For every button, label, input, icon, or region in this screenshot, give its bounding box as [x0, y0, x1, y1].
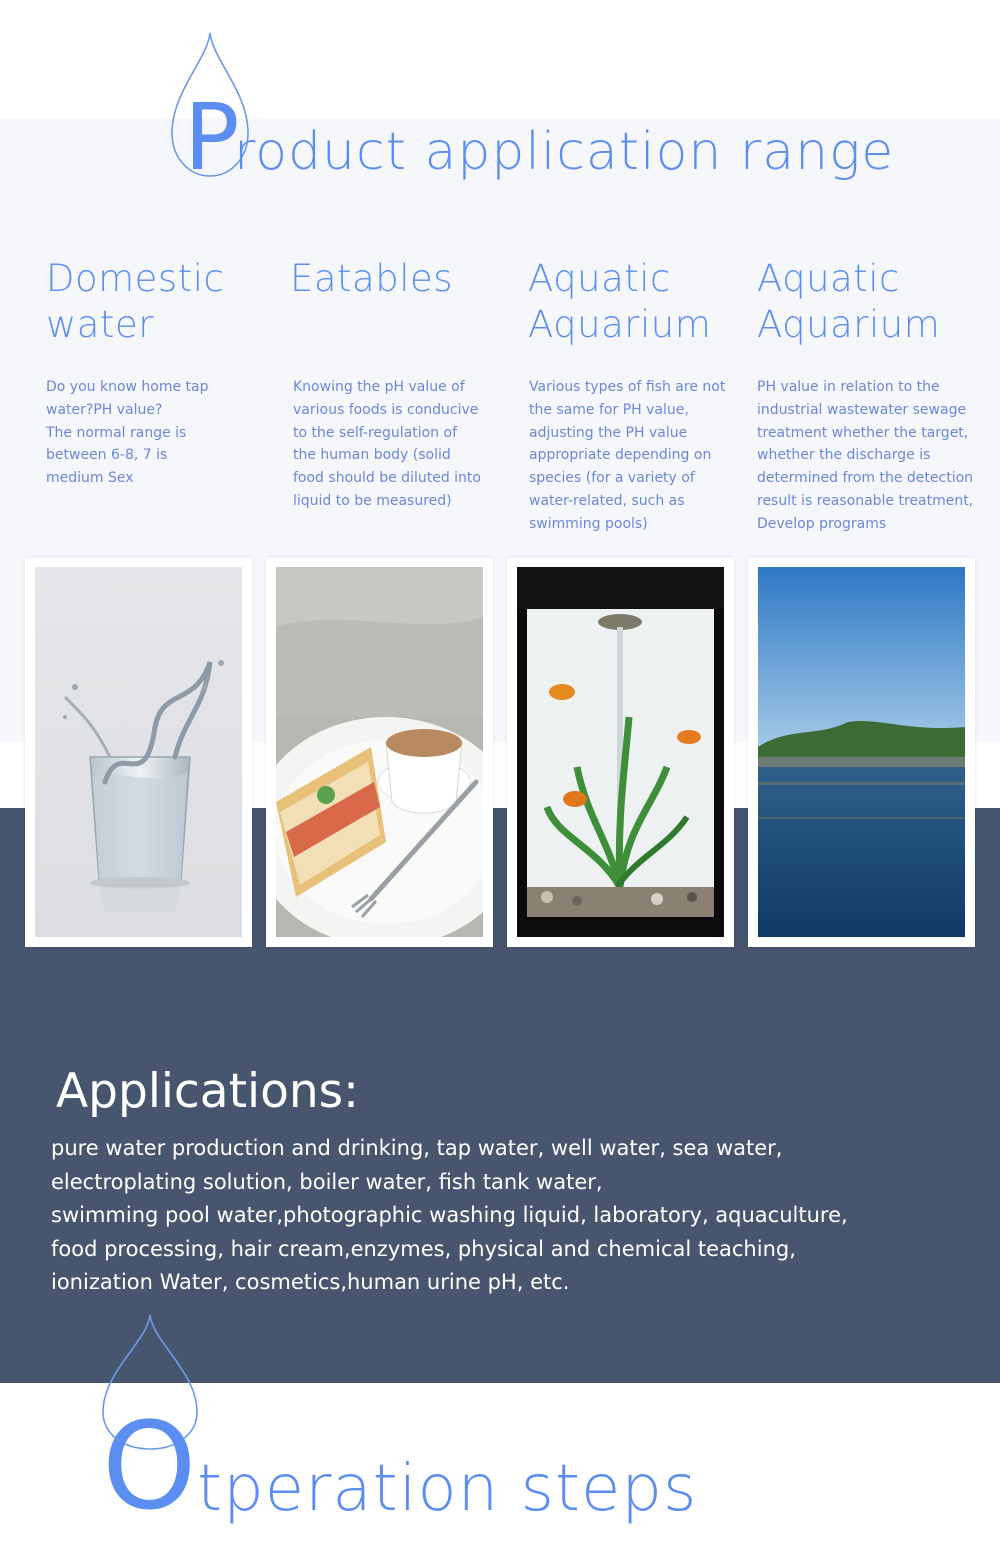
column-title-industrial: Aquatic Aquarium: [757, 257, 941, 346]
column-description-eatables: Knowing the pH value of various foods is conducive to the self-regulation of the human body (solid food should be diluted into liquid to be measured): [293, 379, 481, 509]
column-description-aquarium: Various types of fish are not the same for PH value, adjusting the PH value appropriate depending on species (for a variety of water-related, such as swimming pools): [529, 379, 726, 532]
applications-line: ionization Water, cosmetics,human urine pH, etc.: [51, 1270, 570, 1294]
photo-card-sandwich-coffee: [266, 558, 493, 947]
column-description-industrial: PH value in relation to the industrial wastewater sewage treatment whether the target, whether the discharge is determined from the detection result is reasonable treatment, Develop programs: [757, 379, 974, 532]
column-title-eatables: Eatables: [290, 257, 454, 300]
section-title-product-application-range: roduct application range: [234, 122, 895, 182]
column-title-domestic-water: Domestic water: [46, 257, 225, 346]
heading-initial-letter: O: [102, 1398, 197, 1537]
applications-line: food processing, hair cream,enzymes, physical and chemical teaching,: [51, 1237, 796, 1261]
photo-card-water-glass: [25, 558, 252, 947]
applications-title: Applications:: [56, 1064, 359, 1119]
photo-card-wastewater: [748, 558, 975, 947]
applications-line: swimming pool water,photographic washing liquid, laboratory, aquaculture,: [51, 1203, 848, 1227]
wastewater-image: [758, 567, 965, 937]
column-title-aquatic-aquarium: Aquatic Aquarium: [528, 257, 712, 346]
applications-line: electroplating solution, boiler water, fish tank water,: [51, 1170, 603, 1194]
column-description-domestic-water: Do you know home tap water?PH value? The normal range is between 6-8, 7 is medium Sex: [46, 379, 209, 487]
photo-card-aquarium: [507, 558, 734, 947]
section-title-operation-steps: tperation steps: [197, 1452, 698, 1526]
applications-line: pure water production and drinking, tap water, well water, sea water,: [51, 1136, 783, 1160]
water-glass-image: [35, 567, 242, 937]
sandwich-coffee-image: [276, 567, 483, 937]
aquarium-image: [517, 567, 724, 937]
heading-initial-letter: P: [184, 84, 240, 191]
